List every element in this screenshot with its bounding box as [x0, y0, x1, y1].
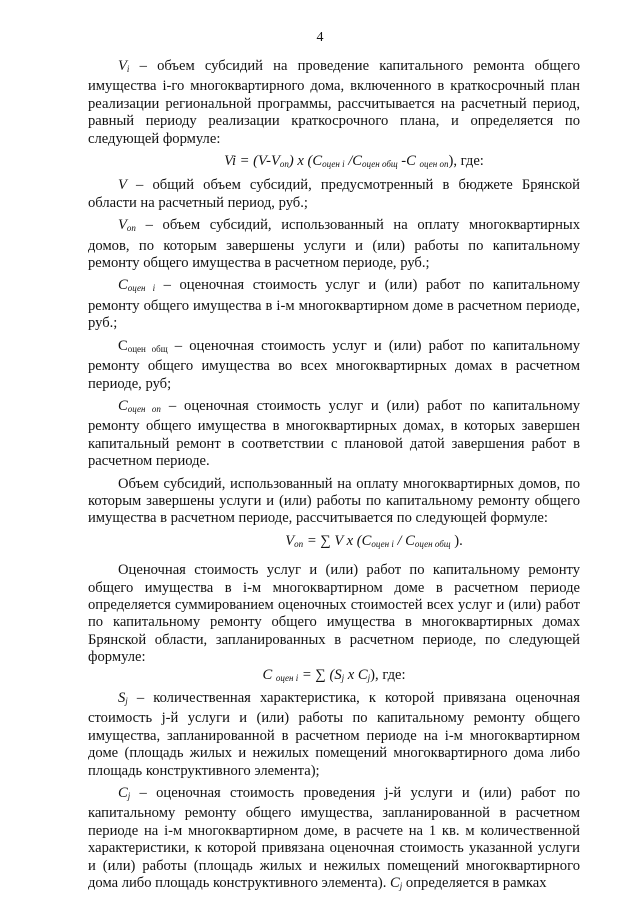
paragraph-v-definition — [88, 177, 580, 212]
paragraph-cj-definition — [88, 785, 580, 895]
formula-part: = ∑ V x (C — [303, 532, 372, 549]
formula-part: ), где: — [370, 666, 406, 683]
paragraph-vi-definition — [88, 58, 580, 148]
subscript: оцен i — [127, 283, 156, 294]
paragraph-text: – общий объем субсидий, предусмотренный в бюджете Брянской области на расчетный период, руб.; — [88, 177, 580, 211]
formula-part: C — [262, 666, 276, 683]
paragraph-text: определяется в рамках — [402, 875, 547, 892]
subscript: i — [126, 64, 130, 74]
symbol: C — [390, 875, 400, 892]
subscript: j — [399, 881, 403, 892]
paragraph-text: – объем субсидий на проведение капитального ремонта общего имущества i-го многоквартирного дома, включенного в краткосрочный план реализации региональной программы, рассчитывается на расчетный период, равный периоду реализации краткосрочного плана, и определяется по следующей формуле: — [88, 58, 580, 147]
symbol: C — [118, 397, 128, 414]
paragraph-text: – оценочная стоимость услуг и (или) работ по капитальному ремонту общего имущества во всех многоквартирных домах в расчетном периоде, руб; — [88, 337, 580, 392]
paragraph-text: – объем субсидий, использованный на оплату многоквартирных домов, по которым завершены услуги и (или) работы по капитальному ремонту общего имущества в расчетном периоде, руб.; — [88, 217, 580, 272]
page-number: 4 — [316, 30, 324, 45]
formula-coceni — [88, 667, 580, 687]
paragraph-text: – оценочная стоимость услуг и (или) работ по капитальному ремонту общего имущества в i-м многоквартирном доме в расчетном периоде, руб.; — [88, 277, 580, 332]
paragraph-text: – оценочная стоимость услуг и (или) работ по капитальному ремонту общего имущества в многоквартирных домах, в которых завершен капитальный ремонт в соответствии с плановой датой завершения работ в расчетном периоде. — [88, 397, 580, 470]
subscript: оцен оп — [127, 403, 161, 414]
formula-part: ) x (C — [288, 153, 323, 170]
symbol: C — [118, 785, 128, 802]
symbol: V — [118, 58, 127, 74]
subscript: оцен общ — [127, 343, 168, 354]
formula-subscript: оп — [279, 159, 289, 170]
subscript: j — [125, 696, 128, 706]
symbol: S — [118, 690, 126, 706]
formula-subscript: оп — [294, 538, 304, 549]
symbol: C — [118, 277, 128, 294]
formula-subscript: оцен общ — [362, 159, 398, 170]
paragraph-text: – количественная характеристика, к которой привязана оценочная стоимость j-й услуги и (или) работы по капитальному ремонту общего имущества, запланированной в расчетном периоде на i-м многоквартирном доме (площадь жилых и нежилых помещений многоквартирного дома либо площадь конструктивного элемента); — [88, 690, 580, 779]
formula-subscript: j — [341, 672, 345, 683]
formula-von — [88, 533, 580, 553]
formula-part: x C — [344, 666, 368, 683]
formula-subscript: оцен i — [275, 672, 299, 683]
formula-part: V — [285, 532, 295, 549]
paragraph-sj-definition — [88, 690, 580, 780]
formula-part: -C — [397, 153, 420, 170]
paragraph-von-definition — [88, 217, 580, 272]
symbol: V — [118, 177, 127, 194]
document-body — [88, 58, 580, 900]
paragraph-cocenobsh-definition — [88, 338, 580, 393]
symbol: С — [118, 337, 128, 354]
paragraph-text: – оценочная стоимость проведения j-й услуги и (или) работ по капитальному ремонту общего имущества, запланированной в расчетном периоде на i-м многоквартирном доме, в расчете на 1 кв. м количественной характеристики, к которой привязана оценочная стоимость указанной услуги и (или) работы (площадь жилых и нежилых помещений многоквартирного дома либо площадь конструктивного элемента). — [88, 785, 580, 892]
formula-part: ). — [450, 532, 463, 549]
symbol: V — [118, 217, 127, 234]
subscript: j — [127, 791, 131, 802]
formula-part: / C — [393, 532, 415, 549]
formula-part: Vi = (V-V — [224, 153, 280, 170]
formula-part: = ∑ (S — [298, 666, 342, 683]
paragraph-subsidy-volume: Объем субсидий, использованный на оплату многоквартирных домов, по которым завершены услуги и (или) работы по капитальному ремонту общего имущества в расчетном периоде, рассчитывается по следующей формуле: — [88, 475, 580, 527]
formula-part: /C — [344, 153, 363, 170]
paragraph-coceno-definition — [88, 398, 580, 471]
formula-part: ), где: — [448, 153, 484, 170]
formula-subscript: оцен i — [371, 538, 394, 549]
paragraph-estimated-cost: Оценочная стоимость услуг и (или) работ по капитальному ремонту общего имущества в i-м многоквартирном доме в расчетном периоде определяется суммированием оценочных стоимостей всех услуг и (или) работ по капитальному ремонту общего имущества в многоквартирных домах Брянской области, запланированных в расчетном периоде, по следующей формуле: — [88, 562, 580, 666]
formula-subscript: оцен общ — [414, 538, 451, 549]
formula-subscript: j — [367, 672, 371, 683]
formula-subscript: оцен i — [322, 159, 345, 170]
formula-vi — [88, 153, 580, 173]
formula-subscript: оцен оп — [419, 159, 449, 170]
subscript: оп — [126, 223, 136, 234]
paragraph-coceni-definition — [88, 277, 580, 332]
